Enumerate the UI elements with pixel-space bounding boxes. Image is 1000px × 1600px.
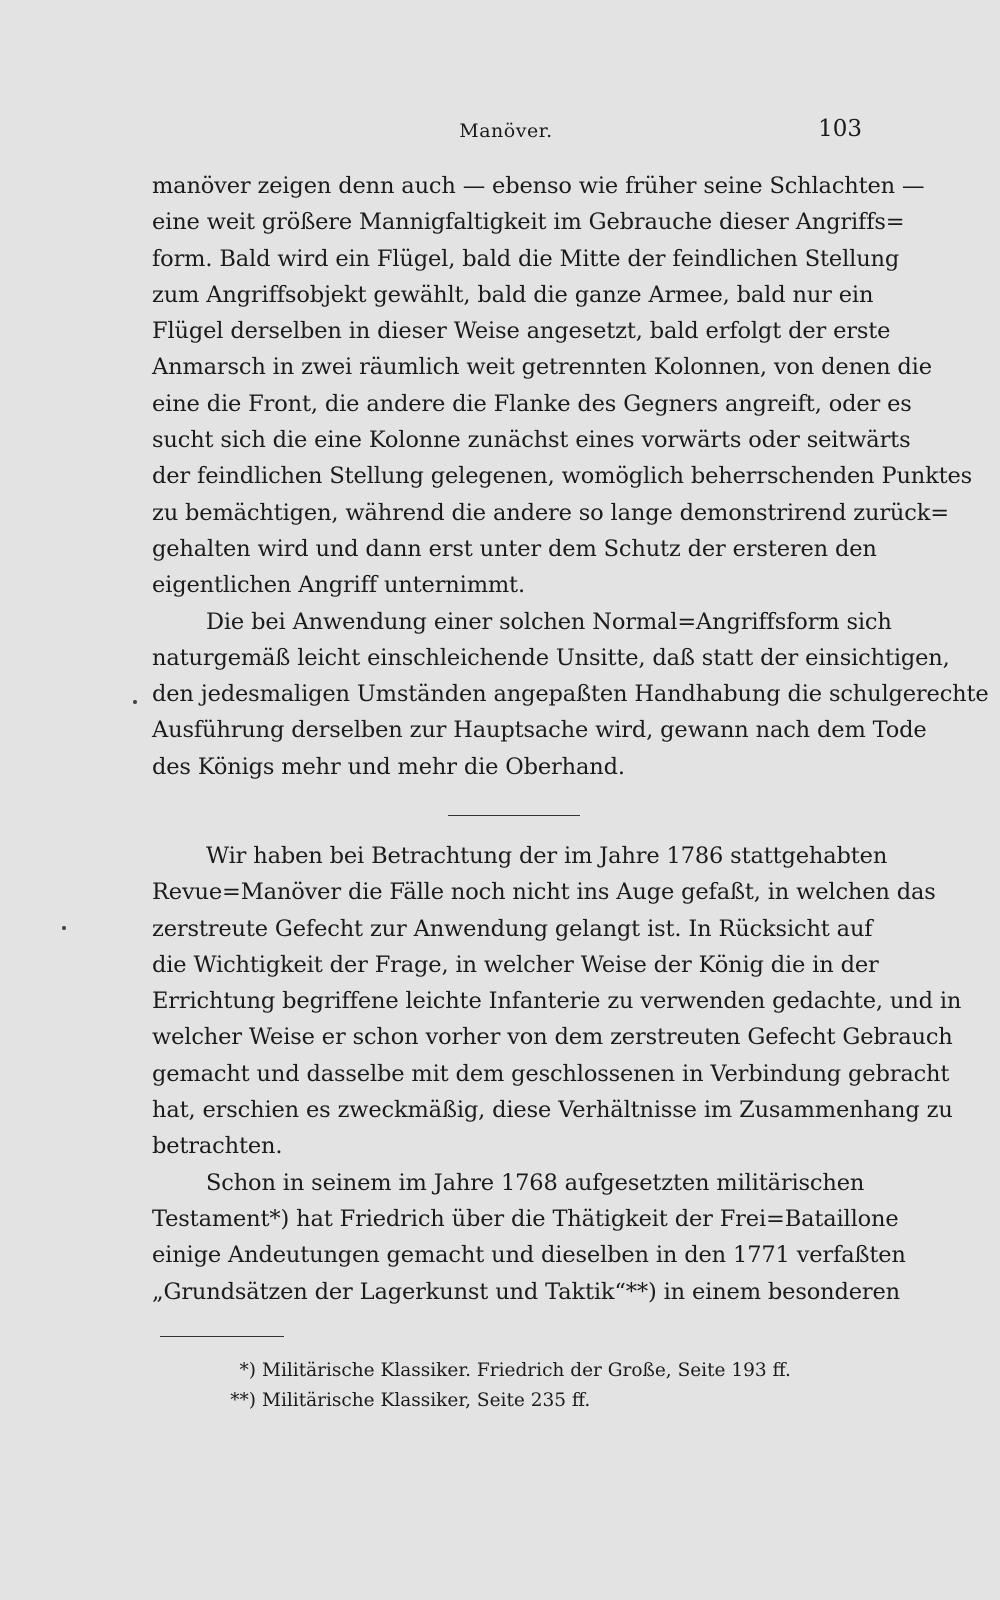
print-speck [62,926,66,930]
text-line: Schon in seinem im Jahre 1768 aufgesetzten militärischen [206,1169,865,1196]
text-line: eine die Front, die andere die Flanke des Gegners angreift, oder es [152,390,912,417]
running-title: Manöver. [459,120,553,142]
text-line: Wir haben bei Betrachtung der im Jahre 1786 stattgehabten [206,843,888,869]
footnote-mark: **) [230,1390,256,1411]
footnote-mark: *) [239,1360,256,1381]
text-line: Testament*) hat Friedrich über die Thätigkeit der Frei=Bataillone [152,1205,899,1232]
text-line: welcher Weise er schon vorher von dem zerstreuten Gefecht Gebrauch [152,1024,953,1051]
text-line: Errichtung begriffene leichte Infanterie zu verwenden gedachte, und in [152,988,962,1015]
footnote-divider [160,1336,284,1337]
text-line: form. Bald wird ein Flügel, bald die Mitte der feindlichen Stellung [152,245,900,272]
text-line: des Königs mehr und mehr die Oberhand. [152,753,625,780]
body-text-top [152,168,989,785]
footnote [228,1386,868,1416]
text-line: gehalten wird und dann erst unter dem Schutz der ersteren den [152,535,877,562]
text-line: hat, erschien es zweckmäßig, diese Verhältnisse im Zusammenhang zu [152,1097,953,1124]
body-text-bottom [152,838,962,1310]
text-line: eigentlichen Angriff unternimmt. [152,572,525,599]
footnote-text: Militärische Klassiker. Friedrich der Große, Seite 193 ff. [262,1360,791,1381]
text-line: „Grundsätzen der Lagerkunst und Taktik“**) in einem besonderen [152,1278,900,1305]
page-header [150,114,862,148]
section-divider [448,815,580,816]
text-line: die Wichtigkeit der Frage, in welcher Weise der König die in der [152,951,879,978]
footnote-text: Militärische Klassiker, Seite 235 ff. [262,1390,591,1411]
text-line: manöver zeigen denn auch — ebenso wie früher seine Schlachten — [152,173,925,199]
text-line: zerstreute Gefecht zur Anwendung gelangt ist. In Rücksicht auf [152,915,873,942]
text-line: sucht sich die eine Kolonne zunächst eines vorwärts oder seitwärts [152,427,911,454]
text-line: zum Angriffsobjekt gewählt, bald die ganze Armee, bald nur ein [152,281,874,308]
footnotes [228,1356,868,1416]
text-line: eine weit größere Mannigfaltigkeit im Gebrauche dieser Angriffs= [152,209,905,236]
footnote [228,1356,868,1386]
text-line: Revue=Manöver die Fälle noch nicht ins Auge gefaßt, in welchen das [152,879,936,906]
text-line: den jedesmaligen Umständen angepaßten Handhabung die schulgerechte [152,681,989,708]
text-line: gemacht und dasselbe mit dem geschlossenen in Verbindung gebracht [152,1060,950,1087]
text-line: einige Andeutungen gemacht und dieselben in den 1771 verfaßten [152,1242,906,1269]
text-line: Flügel derselben in dieser Weise angesetzt, bald erfolgt der erste [152,318,891,345]
text-line: zu bemächtigen, während die andere so lange demonstrirend zurück= [152,499,949,526]
text-line: Ausführung derselben zur Hauptsache wird, gewann nach dem Tode [152,717,927,744]
text-line: Anmarsch in zwei räumlich weit getrennten Kolonnen, von denen die [152,354,932,381]
print-speck [133,700,137,704]
text-line: der feindlichen Stellung gelegenen, womöglich beherrschenden Punktes [152,463,973,490]
text-line: betrachten. [152,1133,283,1160]
text-line: naturgemäß leicht einschleichende Unsitte, daß statt der einsichtigen, [152,644,950,671]
text-line: Die bei Anwendung einer solchen Normal=Angriffsform sich [206,608,892,635]
page-number: 103 [818,116,862,142]
